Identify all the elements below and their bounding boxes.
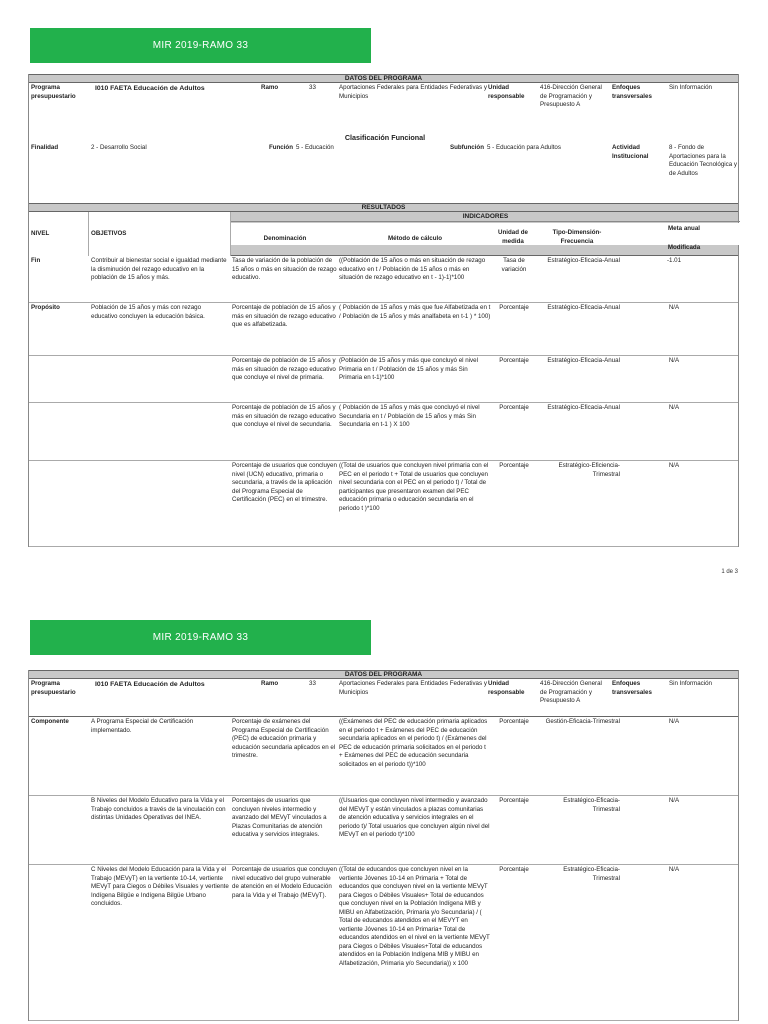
row-tipo: Estratégico-Eficacia-Anual: [547, 257, 620, 264]
enfoques-value: Sin Información: [669, 680, 712, 687]
row-denominacion: Porcentajes de usuarios que concluyen niveles intermedio y avanzado del MEVyT vinculados a Plazas Comunitarias de atención educativa y servicios integrales.: [232, 797, 327, 839]
row-tipo: Estratégico-Eficiencia-Trimestral: [558, 462, 620, 478]
program-sheet: [28, 670, 739, 1021]
document-page-2: [0, 590, 768, 1024]
row-unidad: Porcentaje: [499, 304, 529, 311]
row-tipo: Estratégico-Eficacia-Anual: [547, 357, 620, 364]
col-meta-anual: Meta anual: [668, 225, 700, 232]
row-unidad: Tasa de variación: [501, 257, 527, 273]
row-denominacion: Porcentaje de población de 15 años y más en situación de rezago educativo que concluye el nivel de primaria.: [232, 357, 336, 382]
table-row: [29, 865, 738, 1021]
programa-value: I010 FAETA Educación de Adultos: [95, 681, 205, 688]
section-datos-programa: DATOS DEL PROGRAMA: [29, 670, 738, 679]
section-datos-programa: DATOS DEL PROGRAMA: [29, 74, 738, 83]
actividad-label: Actividad Institucional: [612, 144, 649, 160]
enfoques-value: Sin Información: [669, 84, 712, 91]
unidad-responsable-label: Unidad responsable: [488, 680, 525, 696]
program-info-row: [29, 679, 738, 717]
row-meta: N/A: [668, 718, 680, 725]
page-number: 1 de 3: [721, 569, 738, 575]
report-banner: MIR 2019-RAMO 33: [30, 620, 371, 655]
row-tipo: Estratégico-Eficacia-Trimestral: [563, 866, 620, 882]
row-objetivo: Población de 15 años y más con rezago educativo concluyen la educación básica.: [91, 304, 205, 320]
row-meta: N/A: [668, 462, 680, 469]
enfoques-label: Enfoques transversales: [612, 84, 652, 100]
col-meta-modificada: Modificada: [667, 244, 701, 251]
row-unidad: Porcentaje: [499, 357, 529, 364]
row-objetivo: Contribuir al bienestar social e igualdad mediante la disminución del rezago educativo en la población de 15 años y más.: [91, 257, 227, 282]
row-meta: N/A: [668, 357, 680, 364]
table-row-componente: [29, 717, 738, 796]
row-unidad: Porcentaje: [499, 797, 529, 804]
ramo-value: Aportaciones Federales para Entidades Federativas y Municipios: [339, 84, 487, 100]
ramo-number: 33: [309, 84, 316, 91]
indicadores-title: INDICADORES: [231, 212, 740, 222]
report-banner: MIR 2019-RAMO 33: [30, 28, 371, 63]
section-resultados: RESULTADOS: [29, 203, 738, 212]
row-denominacion: Porcentaje de usuarios que concluyen nivel educativo del grupo vulnerable de atención en el Modelo Educación para la Vida y el Trabajo (MEVyT).: [232, 866, 337, 899]
row-denominacion: Porcentaje de población de 15 años y más en situación de rezago educativo que es alfabetizada.: [232, 304, 336, 329]
row-tipo: Gestión-Eficacia-Trimestral: [545, 718, 620, 725]
col-tipo: Tipo-Dimensión-Frecuencia: [552, 229, 602, 245]
row-meta: N/A: [668, 866, 680, 873]
row-metodo: ((Exámenes del PEC de educación primaria aplicados en el periodo t + Exámenes del PEC de educación secundaria aplicados en el periodo t) / (Exámenes del PEC de educación primaria solicitados en el periodo t + Exámenes del PEC de educación secundaria solicitados en el periodo t))*100: [339, 718, 488, 768]
row-tipo: Estratégico-Eficacia-Anual: [547, 404, 620, 411]
row-metodo: ((Población de 15 años o más en situación de rezago educativo en t / Población de 15 años o más en situación de rezago educativo en t - 1)-1)*100: [339, 257, 486, 282]
table-row: [29, 796, 738, 865]
program-sheet: [28, 74, 739, 547]
ramo-value: Aportaciones Federales para Entidades Federativas y Municipios: [339, 680, 487, 696]
unidad-responsable-value: 416-Dirección General de Programación y Presupuesto A: [540, 680, 602, 705]
row-denominacion: Porcentaje de exámenes del Programa Especial de Certificación (PEC) de educación primaria y educación secundaria aplicados en el trimestre.: [232, 718, 336, 760]
row-tipo: Estratégico-Eficacia-Trimestral: [563, 797, 620, 813]
finalidad-label: Finalidad: [31, 144, 59, 151]
row-objetivo: B Niveles del Modelo Educativo para la Vida y el Trabajo concluidos a través de la vinculación con distintas Unidades Operativas del INEA.: [91, 797, 226, 822]
row-unidad: Porcentaje: [499, 462, 529, 469]
ramo-number: 33: [309, 680, 316, 687]
table-row: [29, 356, 738, 403]
col-nivel: NIVEL: [31, 230, 50, 237]
funcion-value: 5 - Educación: [296, 144, 334, 151]
programa-label: Programa presupuestario: [31, 680, 76, 696]
row-metodo: ( Población de 15 años y más que fue Alfabetizada en t / Población de 15 años y más analfabeta en t-1 ) * 100): [339, 304, 491, 320]
row-nivel: Propósito: [31, 304, 60, 311]
enfoques-label: Enfoques transversales: [612, 680, 652, 696]
row-unidad: Porcentaje: [499, 866, 529, 873]
row-nivel: Componente: [31, 718, 69, 725]
table-row: [29, 461, 738, 547]
col-unidad: Unidad de medida: [498, 229, 528, 245]
col-objetivos: OBJETIVOS: [91, 230, 127, 237]
table-row-proposito: [29, 303, 738, 356]
programa-label: Programa presupuestario: [31, 84, 76, 100]
row-meta: N/A: [668, 404, 680, 411]
row-denominacion: Porcentaje de población de 15 años y más en situación de rezago educativo que concluye el nivel de secundaria.: [232, 404, 336, 429]
subfuncion-value: 5 - Educación para Adultos: [487, 144, 561, 151]
clasificacion-title: Clasificación Funcional: [344, 133, 426, 142]
row-metodo: ((Usuarios que concluyen nivel intermedio y avanzado del MEVyT y están vinculados a plazas comunitarias de atención educativa y servicios integrales en el periodo t)/ Total usuarios que concluyen algún nivel del MEVyT en el periodo t)*100: [339, 797, 490, 839]
row-meta: N/A: [668, 304, 680, 311]
program-info-row: [29, 83, 738, 133]
table-row: [29, 403, 738, 461]
row-unidad: Porcentaje: [499, 718, 529, 725]
clasificacion-row: [29, 133, 738, 203]
finalidad-value: 2 - Desarrollo Social: [91, 144, 147, 151]
row-metodo: (Población de 15 años y más que concluyó el nivel Primaria en t / Población de 15 años y más Sin Primaria en t-1)*100: [339, 357, 478, 382]
ramo-label: Ramo: [261, 84, 279, 91]
table-row-fin: [29, 256, 738, 303]
funcion-label: Función: [268, 144, 293, 151]
row-denominacion: Tasa de variación de la población de 15 años o más en situación de rezago educativo.: [232, 257, 337, 282]
row-metodo: ( Población de 15 años y más que concluyó el nivel Secundaria en t / Población de 15 años y más Sin Secundaria en t-1 ) X 100: [339, 404, 480, 429]
row-tipo: Estratégico-Eficacia-Anual: [547, 304, 620, 311]
unidad-responsable-label: Unidad responsable: [488, 84, 525, 100]
row-objetivo: A Programa Especial de Certificación implementado.: [91, 718, 194, 734]
row-metodo: ((Total de usuarios que concluyen nivel primaria con el PEC en el periodo t + Total de usuarios que concluyen nivel secundaria con el PEC en el periodo t) / Total de participantes que presentaron examen del PEC educación primaria o educación secundaria en el periodo t )*100: [339, 462, 489, 512]
programa-value: I010 FAETA Educación de Adultos: [95, 85, 205, 92]
row-denominacion: Porcentaje de usuarios que concluyen nivel (UCN) educativo, primaria o secundaria, a través de la aplicación del Programa Especial de Certificación (PEC) en el trimestre.: [232, 462, 337, 504]
row-meta: N/A: [668, 797, 680, 804]
row-metodo: ((Total de educandos que concluyen nivel en la vertiente Jóvenes 10-14 en Primaria + Total de educandos que concluyen nivel en la vertiente MEVyT para Ciegos o Débiles Visuales+ Total de educandos que concluyen nivel en la Población Indígena MIB y MIBU en Alfabetización, Primaria y/o Secundaria) / ( Total de educandos atendidos en el MEVYT en vertiente Jóvenes 10-14 en Primaria+ Total de educandos atendidos en el nivel en la vertiente MEVyT para Ciegos o Débiles Visuales+Total de educandos atendidos en la Población Indígena MIB y MIBU en Alfabetización, Primaria y/o Secundaria)) x 100: [339, 866, 490, 968]
actividad-value: 8 - Fondo de Aportaciones para la Educación Tecnológica y de Adultos: [669, 144, 737, 177]
row-objetivo: C Niveles del Modelo Educación para la Vida y el Trabajo (MEVyT) en la vertiente 10-14, vertiente MEVyT para Ciegos o Débiles Visuales y vertiente Indígena Bilgüe e Indígena Bilgüe Urbano concluidos.: [91, 866, 229, 908]
subfuncion-label: Subfunción: [449, 144, 484, 151]
col-denominacion: Denominación: [263, 235, 307, 242]
col-metodo: Método de cálculo: [388, 235, 442, 242]
row-nivel: Fin: [31, 257, 41, 264]
indicators-table-header: [29, 212, 738, 256]
ramo-label: Ramo: [261, 680, 279, 687]
unidad-responsable-value: 416-Dirección General de Programación y Presupuesto A: [540, 84, 602, 109]
row-unidad: Porcentaje: [499, 404, 529, 411]
row-meta: -1.01: [666, 257, 682, 264]
